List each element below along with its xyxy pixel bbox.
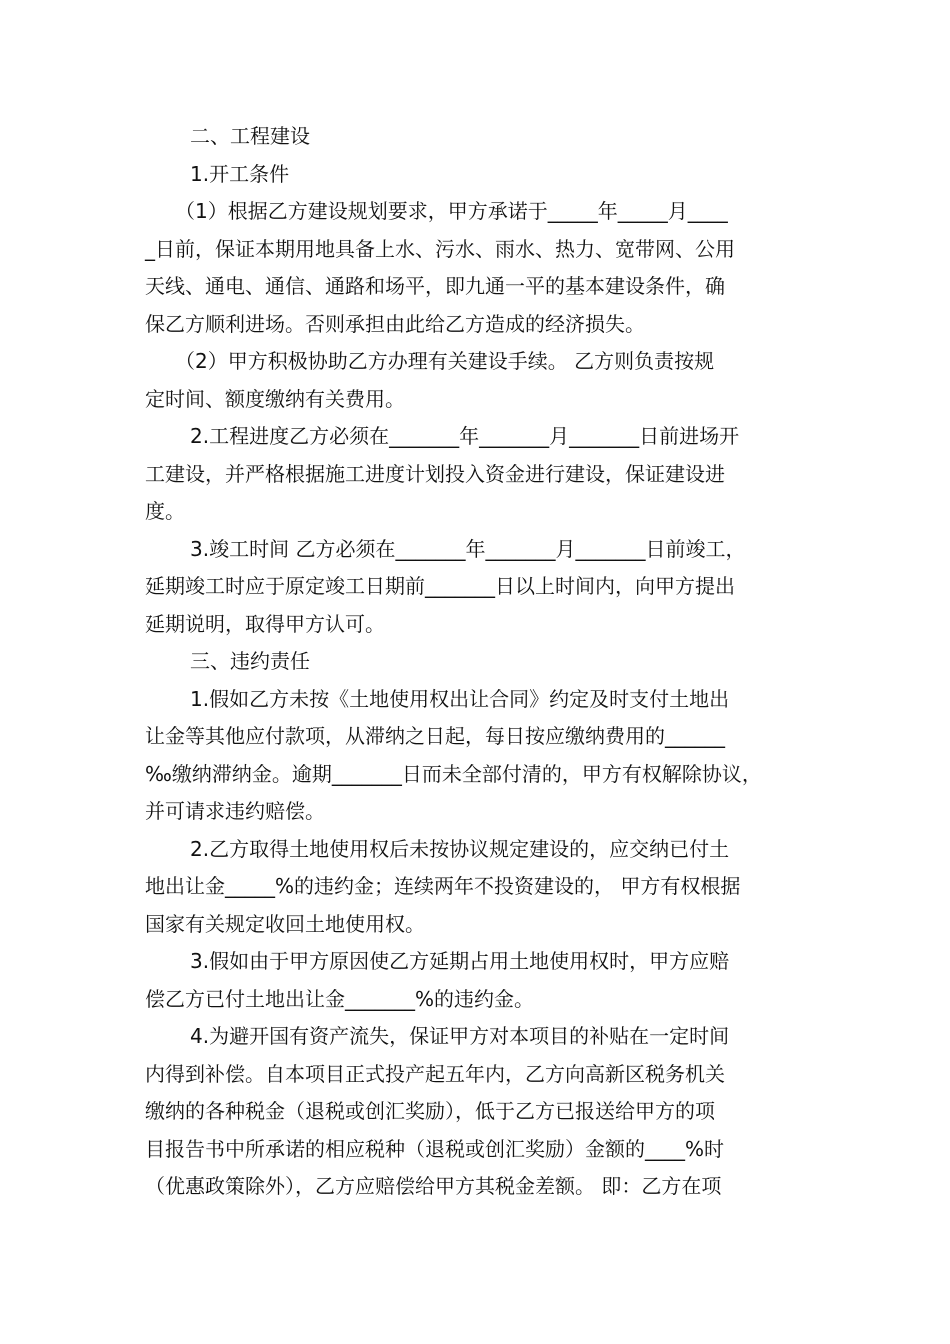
text-line: 内得到补偿。自本项目正式投产起五年内，乙方向高新区税务机关	[145, 1061, 725, 1086]
text-line: 延期竣工时应于原定竣工日期前_______日以上时间内，向甲方提出	[145, 574, 735, 598]
text-line: 3.假如由于甲方原因使乙方延期占用土地使用权时，甲方应赔	[190, 949, 730, 973]
text-line: 并可请求违约赔偿。	[145, 799, 325, 823]
text-line: 缴纳的各种税金（退税或创汇奖励），低于乙方已报送给甲方的项	[145, 1099, 715, 1123]
text-line: _日前，保证本期用地具备上水、污水、雨水、热力、宽带网、公用	[145, 236, 735, 261]
text-line: 度。	[145, 499, 185, 523]
text-line: 偿乙方已付土地出让金_______%的违约金。	[145, 986, 535, 1011]
text-line: （优惠政策除外），乙方应赔偿给甲方其税金差额。 即：乙方在项	[145, 1174, 722, 1198]
text-line: 2.乙方取得土地使用权后未按协议规定建设的，应交纳已付土	[190, 836, 730, 861]
text-line: 二、工程建设	[190, 124, 310, 148]
text-line: 天线、通电、通信、通路和场平，即九通一平的基本建设条件，确	[145, 274, 725, 298]
text-line: 1.开工条件	[190, 161, 290, 186]
text-line: 国家有关规定收回土地使用权。	[145, 911, 425, 936]
text-line: 三、违约责任	[190, 649, 310, 673]
text-line: ‰缴纳滞纳金。逾期_______日而未全部付清的，甲方有权解除协议，	[145, 761, 762, 786]
text-line: （2）甲方积极协助乙方办理有关建设手续。 乙方则负责按规	[175, 349, 715, 373]
text-line: 工建设，并严格根据施工进度计划投入资金进行建设，保证建设进	[145, 461, 725, 486]
text-line: 延期说明，取得甲方认可。	[145, 611, 385, 636]
text-line: 1.假如乙方未按《土地使用权出让合同》约定及时支付土地出	[190, 686, 730, 711]
text-line: 地出让金_____%的违约金；连续两年不投资建设的， 甲方有权根据	[145, 874, 741, 898]
contract-text	[145, 118, 813, 1206]
text-line: 4.为避开国有资产流失，保证甲方对本项目的补贴在一定时间	[190, 1024, 730, 1048]
text-line: 目报告书中所承诺的相应税种（退税或创汇奖励）金额的____%时	[145, 1136, 725, 1161]
text-line: 保乙方顺利进场。否则承担由此给乙方造成的经济损失。	[145, 311, 645, 336]
text-line: 定时间、额度缴纳有关费用。	[145, 386, 405, 411]
text-line: 2.工程进度乙方必须在_______年_______月_______日前进场开	[190, 424, 740, 448]
text-line: 让金等其他应付款项，从滞纳之日起，每日按应缴纳费用的______	[145, 724, 725, 748]
text-line: （1）根据乙方建设规划要求，甲方承诺于_____年_____月____	[175, 199, 728, 223]
text-line: 3.竣工时间 乙方必须在_______年_______月_______日前竣工，	[190, 536, 746, 561]
